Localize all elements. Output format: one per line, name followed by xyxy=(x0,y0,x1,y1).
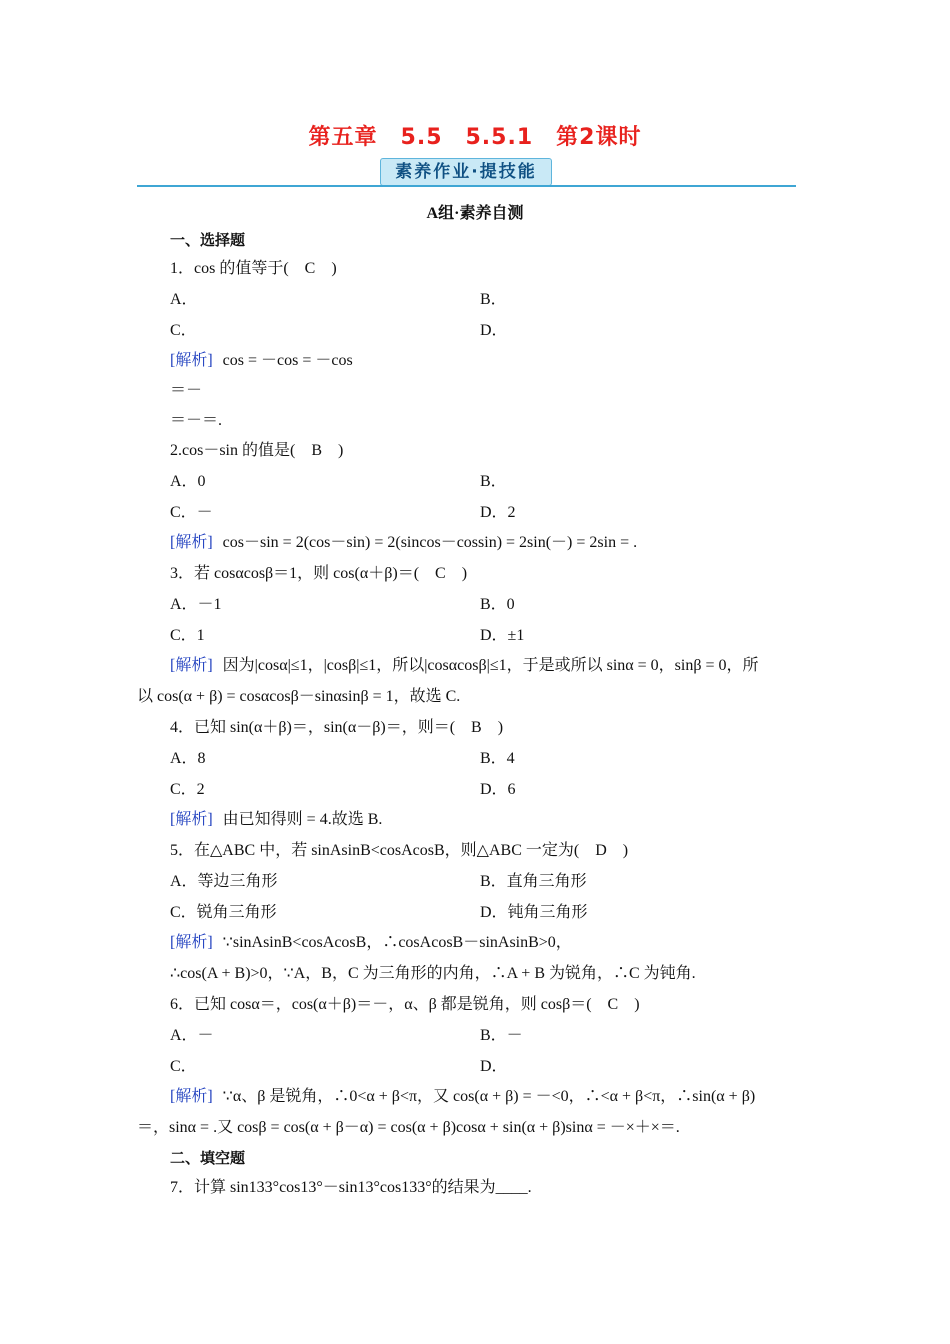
analysis-tag: [解析] xyxy=(170,534,213,551)
q2-option-a: A．0 xyxy=(170,473,206,490)
question-2-stem: 2.cos－sin 的值是( B ) xyxy=(170,442,344,459)
section-heading-fill: 二、填空题 xyxy=(170,1149,246,1167)
q4-option-a: A．8 xyxy=(170,750,206,767)
q3-option-c: C．1 xyxy=(170,627,205,644)
q6-option-b: B．－ xyxy=(480,1027,523,1044)
question-6-stem: 6．已知 cosα＝，cos(α＋β)＝－，α、β 都是锐角，则 cosβ＝( C ) xyxy=(170,996,640,1013)
q2-solution-text: cos－sin = 2(cos－sin) = 2(sincos－cossin) = 2sin(－) = 2sin = . xyxy=(222,534,638,551)
q6-option-a: A．－ xyxy=(170,1027,214,1044)
q3-option-b: B．0 xyxy=(480,596,515,613)
q4-option-d: D．6 xyxy=(480,781,516,798)
q4-option-c: C．2 xyxy=(170,781,205,798)
banner-divider xyxy=(137,185,796,187)
q6-solution-line1: ∵α、β 是锐角，∴0<α + β<π，又 cos(α + β) = －<0，∴<α + β<π，∴sin(α + β) xyxy=(222,1088,756,1105)
q3-option-d: D．±1 xyxy=(480,627,525,644)
q3-option-a: A．－1 xyxy=(170,596,222,613)
section-banner: 素养作业·提技能 xyxy=(380,158,552,186)
q5-solution-line1: ∵sinAsinB<cosAcosB，∴cosAcosB－sinAsinB>0， xyxy=(222,934,572,951)
q1-solution xyxy=(170,351,353,371)
q1-solution-line3: ＝－＝. xyxy=(170,412,223,429)
page-title: 第五章 5.5 5.5.1 第2课时 xyxy=(308,125,642,150)
q3-solution-line1: 因为|cosα|≤1，|cosβ|≤1，所以|cosαcosβ|≤1，于是或所以 sinα = 0，sinβ = 0，所 xyxy=(222,657,759,674)
analysis-tag: [解析] xyxy=(170,352,213,369)
q5-solution-line2: ∴cos(A + B)>0，∵A，B，C 为三角形的内角，∴A + B 为锐角，∴C 为钝角. xyxy=(170,965,696,982)
q2-solution xyxy=(170,533,637,553)
q5-option-c: C．锐角三角形 xyxy=(170,904,277,921)
q6-solution-line2: ＝，sinα = .又 cosβ = cos(α + β－α) = cos(α + β)cosα + sin(α + β)sinα = －×＋×＝. xyxy=(137,1119,680,1136)
analysis-tag: [解析] xyxy=(170,934,213,951)
section-heading-choice: 一、选择题 xyxy=(170,231,246,249)
q5-solution xyxy=(170,933,572,953)
analysis-tag: [解析] xyxy=(170,811,213,828)
q2-option-c: C．－ xyxy=(170,504,213,521)
q5-option-b: B．直角三角形 xyxy=(480,873,587,890)
q5-option-d: D．钝角三角形 xyxy=(480,904,588,921)
question-1-stem: 1．cos 的值等于( C ) xyxy=(170,260,337,277)
q1-option-c: C． xyxy=(170,322,197,339)
q6-option-d: D． xyxy=(480,1058,508,1075)
question-3-stem: 3．若 cosαcosβ＝1，则 cos(α＋β)＝( C ) xyxy=(170,565,468,582)
analysis-tag: [解析] xyxy=(170,657,213,674)
q5-option-a: A．等边三角形 xyxy=(170,873,278,890)
q4-solution xyxy=(170,810,382,830)
q1-solution-line1: cos = －cos = －cos xyxy=(222,352,353,369)
group-heading: A组·素养自测 xyxy=(426,205,524,222)
q6-option-c: C． xyxy=(170,1058,197,1075)
q1-solution-line2: ＝－ xyxy=(170,382,203,399)
q3-solution xyxy=(170,656,759,676)
q2-option-d: D．2 xyxy=(480,504,516,521)
q4-option-b: B．4 xyxy=(480,750,515,767)
question-5-stem: 5．在△ABC 中，若 sinAsinB<cosAcosB，则△ABC 一定为( D ) xyxy=(170,842,629,859)
analysis-tag: [解析] xyxy=(170,1088,213,1105)
q1-option-d: D． xyxy=(480,322,508,339)
q1-option-a: A． xyxy=(170,291,198,308)
q4-solution-text: 由已知得则 = 4.故选 B. xyxy=(222,811,383,828)
question-4-stem: 4．已知 sin(α＋β)＝，sin(α－β)＝，则＝( B ) xyxy=(170,719,504,736)
question-7-stem: 7．计算 sin133°cos13°－sin13°cos133°的结果为____. xyxy=(170,1179,532,1196)
q1-option-b: B． xyxy=(480,291,507,308)
q2-option-b: B． xyxy=(480,473,507,490)
q6-solution xyxy=(170,1087,755,1107)
q3-solution-line2: 以 cos(α + β) = cosαcosβ－sinαsinβ = 1，故选 C. xyxy=(137,688,461,705)
